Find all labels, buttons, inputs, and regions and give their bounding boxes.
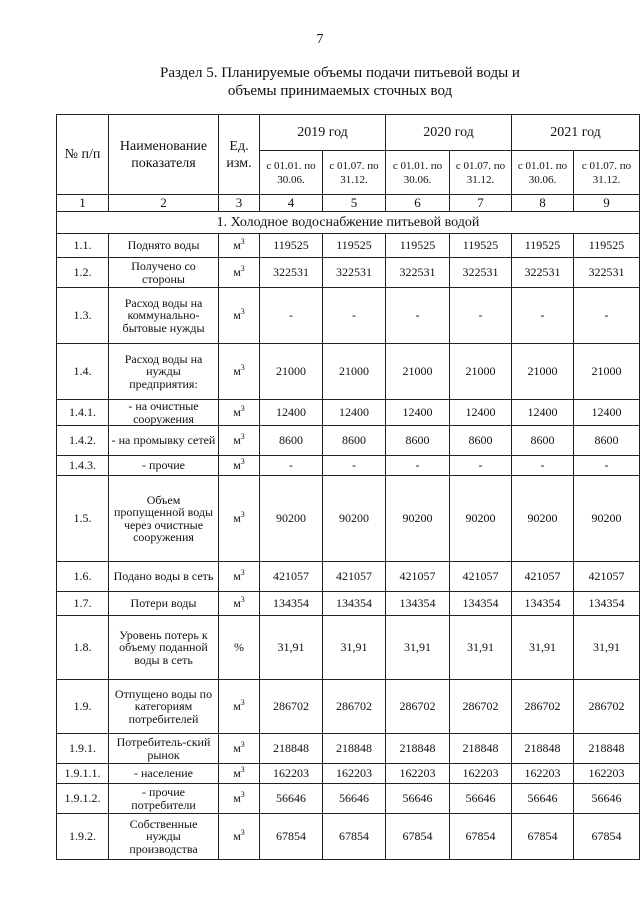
unit-exponent: 3: [240, 457, 245, 466]
column-number: 3: [219, 195, 260, 212]
water-volumes-table: [56, 114, 640, 860]
row-name: Подано воды в сеть: [109, 562, 219, 592]
unit-text: %: [234, 640, 244, 654]
unit-exponent: 3: [240, 264, 245, 273]
header-period: с 01.07. по 31.12.: [450, 151, 512, 195]
row-value: 67854: [323, 814, 386, 860]
row-value: 286702: [512, 680, 574, 734]
row-number: 1.9.1.: [57, 734, 109, 764]
row-value: 421057: [450, 562, 512, 592]
row-name: Поднято воды: [109, 234, 219, 258]
row-value: 21000: [450, 344, 512, 400]
row-number: 1.4.: [57, 344, 109, 400]
row-unit: [219, 258, 260, 288]
header-period: с 01.01. по 30.06.: [260, 151, 323, 195]
row-unit: [219, 234, 260, 258]
row-value: 218848: [512, 734, 574, 764]
row-value: 67854: [574, 814, 640, 860]
row-number: 1.6.: [57, 562, 109, 592]
row-value: 31,91: [574, 616, 640, 680]
row-value: 31,91: [450, 616, 512, 680]
header-num: № п/п: [57, 115, 109, 195]
row-value: 218848: [386, 734, 450, 764]
row-value: 56646: [323, 784, 386, 814]
row-value: 21000: [386, 344, 450, 400]
unit-exponent: 3: [240, 432, 245, 441]
row-unit: [219, 426, 260, 456]
table-row: [57, 258, 640, 288]
row-value: -: [574, 288, 640, 344]
column-number: 7: [450, 195, 512, 212]
row-name: - население: [109, 764, 219, 784]
row-value: 90200: [450, 476, 512, 562]
unit-text: м: [233, 511, 241, 525]
row-value: 218848: [574, 734, 640, 764]
row-name: - на очистные сооружения: [109, 400, 219, 426]
row-value: 286702: [323, 680, 386, 734]
unit-text: м: [233, 405, 241, 419]
column-number: 5: [323, 195, 386, 212]
row-value: 12400: [574, 400, 640, 426]
unit-text: м: [233, 829, 241, 843]
row-value: 421057: [260, 562, 323, 592]
row-value: 21000: [260, 344, 323, 400]
row-value: 162203: [574, 764, 640, 784]
unit-exponent: 3: [240, 307, 245, 316]
table-row: [57, 476, 640, 562]
row-value: 421057: [574, 562, 640, 592]
row-value: 134354: [450, 592, 512, 616]
row-name: Потребитель-ский рынок: [109, 734, 219, 764]
row-value: -: [512, 288, 574, 344]
row-value: 31,91: [260, 616, 323, 680]
unit-exponent: 3: [240, 765, 245, 774]
row-value: 134354: [323, 592, 386, 616]
unit-text: м: [233, 699, 241, 713]
row-value: -: [450, 288, 512, 344]
row-value: 90200: [323, 476, 386, 562]
row-value: 31,91: [323, 616, 386, 680]
row-value: 56646: [512, 784, 574, 814]
row-value: 322531: [323, 258, 386, 288]
row-value: 421057: [323, 562, 386, 592]
row-value: 134354: [574, 592, 640, 616]
row-value: 162203: [512, 764, 574, 784]
unit-exponent: 3: [240, 828, 245, 837]
unit-text: м: [233, 596, 241, 610]
row-value: 8600: [512, 426, 574, 456]
table-row: [57, 288, 640, 344]
row-value: 286702: [260, 680, 323, 734]
unit-text: м: [233, 308, 241, 322]
row-value: 67854: [260, 814, 323, 860]
row-value: 286702: [450, 680, 512, 734]
row-value: -: [323, 288, 386, 344]
row-value: 286702: [386, 680, 450, 734]
unit-exponent: 3: [240, 790, 245, 799]
unit-exponent: 3: [240, 568, 245, 577]
table-row: [57, 400, 640, 426]
unit-exponent: 3: [240, 698, 245, 707]
row-value: 56646: [450, 784, 512, 814]
section-title: [80, 64, 600, 100]
table-row: [57, 784, 640, 814]
row-value: 12400: [512, 400, 574, 426]
row-name: Уровень потерь к объему поданной воды в сеть: [109, 616, 219, 680]
table-row: [57, 764, 640, 784]
row-value: 12400: [260, 400, 323, 426]
unit-exponent: 3: [240, 404, 245, 413]
row-value: 8600: [260, 426, 323, 456]
row-number: 1.9.1.2.: [57, 784, 109, 814]
row-value: 119525: [574, 234, 640, 258]
table-body: [57, 234, 640, 860]
table-row: [57, 814, 640, 860]
header-period: с 01.07. по 31.12.: [323, 151, 386, 195]
row-value: 162203: [323, 764, 386, 784]
row-value: 21000: [574, 344, 640, 400]
row-value: 12400: [386, 400, 450, 426]
row-value: 31,91: [512, 616, 574, 680]
row-name: Объем пропущенной воды через очистные сооружения: [109, 476, 219, 562]
row-name: Расход воды на нужды предприятия:: [109, 344, 219, 400]
row-name: Потери воды: [109, 592, 219, 616]
unit-text: м: [233, 364, 241, 378]
row-value: 134354: [260, 592, 323, 616]
unit-exponent: 3: [240, 740, 245, 749]
unit-text: м: [233, 766, 241, 780]
row-value: 21000: [512, 344, 574, 400]
row-name: Отпущено воды по категориям потребителей: [109, 680, 219, 734]
table-row: [57, 680, 640, 734]
header-unit: Ед. изм.: [219, 115, 260, 195]
unit-text: м: [233, 741, 241, 755]
table-row: [57, 592, 640, 616]
row-unit: [219, 456, 260, 476]
row-unit: [219, 288, 260, 344]
header-year: 2019 год: [260, 115, 386, 151]
row-number: 1.4.3.: [57, 456, 109, 476]
row-number: 1.5.: [57, 476, 109, 562]
row-value: 67854: [386, 814, 450, 860]
row-name: Расход воды на коммунально-бытовые нужды: [109, 288, 219, 344]
header-year: 2021 год: [512, 115, 640, 151]
row-value: -: [386, 288, 450, 344]
row-value: 67854: [450, 814, 512, 860]
row-value: -: [260, 456, 323, 476]
unit-text: м: [233, 569, 241, 583]
unit-exponent: 3: [240, 510, 245, 519]
column-number: 2: [109, 195, 219, 212]
row-value: 12400: [450, 400, 512, 426]
row-value: 8600: [386, 426, 450, 456]
column-number: 8: [512, 195, 574, 212]
unit-exponent: 3: [240, 237, 245, 246]
row-value: 162203: [450, 764, 512, 784]
row-value: 322531: [386, 258, 450, 288]
row-unit: [219, 764, 260, 784]
row-value: -: [450, 456, 512, 476]
row-number: 1.9.: [57, 680, 109, 734]
row-value: -: [260, 288, 323, 344]
row-value: 322531: [260, 258, 323, 288]
section-title-line2: объемы принимаемых сточных вод: [227, 83, 453, 99]
row-number: 1.9.2.: [57, 814, 109, 860]
row-value: 12400: [323, 400, 386, 426]
page-number: 7: [316, 32, 324, 47]
row-value: 56646: [386, 784, 450, 814]
row-value: 286702: [574, 680, 640, 734]
row-number: 1.4.1.: [57, 400, 109, 426]
row-unit: [219, 784, 260, 814]
table-row: [57, 234, 640, 258]
row-unit: [219, 562, 260, 592]
row-value: 119525: [450, 234, 512, 258]
row-value: 322531: [574, 258, 640, 288]
row-number: 1.1.: [57, 234, 109, 258]
row-unit: [219, 400, 260, 426]
row-value: 31,91: [386, 616, 450, 680]
row-value: 8600: [574, 426, 640, 456]
row-value: 218848: [323, 734, 386, 764]
header-period: с 01.01. по 30.06.: [512, 151, 574, 195]
row-unit: [219, 814, 260, 860]
header-year: 2020 год: [386, 115, 512, 151]
row-value: 322531: [512, 258, 574, 288]
row-value: 56646: [260, 784, 323, 814]
table-row: [57, 562, 640, 592]
row-value: 90200: [260, 476, 323, 562]
row-value: -: [323, 456, 386, 476]
row-unit: [219, 476, 260, 562]
row-value: 322531: [450, 258, 512, 288]
row-value: -: [512, 456, 574, 476]
header-period: с 01.01. по 30.06.: [386, 151, 450, 195]
table-row: [57, 616, 640, 680]
column-number: 6: [386, 195, 450, 212]
row-number: 1.7.: [57, 592, 109, 616]
row-unit: [219, 592, 260, 616]
row-value: -: [574, 456, 640, 476]
unit-text: м: [233, 265, 241, 279]
row-number: 1.4.2.: [57, 426, 109, 456]
row-number: 1.2.: [57, 258, 109, 288]
column-number: 4: [260, 195, 323, 212]
row-number: 1.9.1.1.: [57, 764, 109, 784]
row-value: 119525: [260, 234, 323, 258]
row-value: 90200: [574, 476, 640, 562]
header-period: с 01.07. по 31.12.: [574, 151, 640, 195]
row-number: 1.8.: [57, 616, 109, 680]
row-unit: [219, 734, 260, 764]
row-name: - на промывку сетей: [109, 426, 219, 456]
row-value: 119525: [386, 234, 450, 258]
table-row: [57, 344, 640, 400]
row-value: 67854: [512, 814, 574, 860]
row-value: 218848: [450, 734, 512, 764]
row-value: -: [386, 456, 450, 476]
row-unit: [219, 344, 260, 400]
row-name: Собственные нужды производства: [109, 814, 219, 860]
row-number: 1.3.: [57, 288, 109, 344]
row-name: - прочие: [109, 456, 219, 476]
row-value: 134354: [386, 592, 450, 616]
row-name: Получено со стороны: [109, 258, 219, 288]
row-value: 162203: [386, 764, 450, 784]
unit-text: м: [233, 458, 241, 472]
row-value: 90200: [386, 476, 450, 562]
column-number: 1: [57, 195, 109, 212]
row-value: 90200: [512, 476, 574, 562]
row-unit: [219, 680, 260, 734]
row-value: 21000: [323, 344, 386, 400]
row-value: 56646: [574, 784, 640, 814]
row-value: 421057: [512, 562, 574, 592]
unit-text: м: [233, 238, 241, 252]
unit-text: м: [233, 433, 241, 447]
row-value: 119525: [512, 234, 574, 258]
table-row: [57, 734, 640, 764]
unit-exponent: 3: [240, 595, 245, 604]
unit-text: м: [233, 791, 241, 805]
row-value: 421057: [386, 562, 450, 592]
header-name: Наименование показателя: [109, 115, 219, 195]
row-value: 8600: [450, 426, 512, 456]
row-name: - прочие потребители: [109, 784, 219, 814]
row-unit: [219, 616, 260, 680]
row-value: 119525: [323, 234, 386, 258]
unit-exponent: 3: [240, 363, 245, 372]
row-value: 218848: [260, 734, 323, 764]
section-heading: 1. Холодное водоснабжение питьевой водой: [57, 212, 640, 234]
row-value: 8600: [323, 426, 386, 456]
table-row: [57, 426, 640, 456]
row-value: 134354: [512, 592, 574, 616]
column-number: 9: [574, 195, 640, 212]
row-value: 162203: [260, 764, 323, 784]
section-title-line1: Раздел 5. Планируемые объемы подачи питьевой воды и: [160, 65, 520, 81]
table-row: [57, 456, 640, 476]
